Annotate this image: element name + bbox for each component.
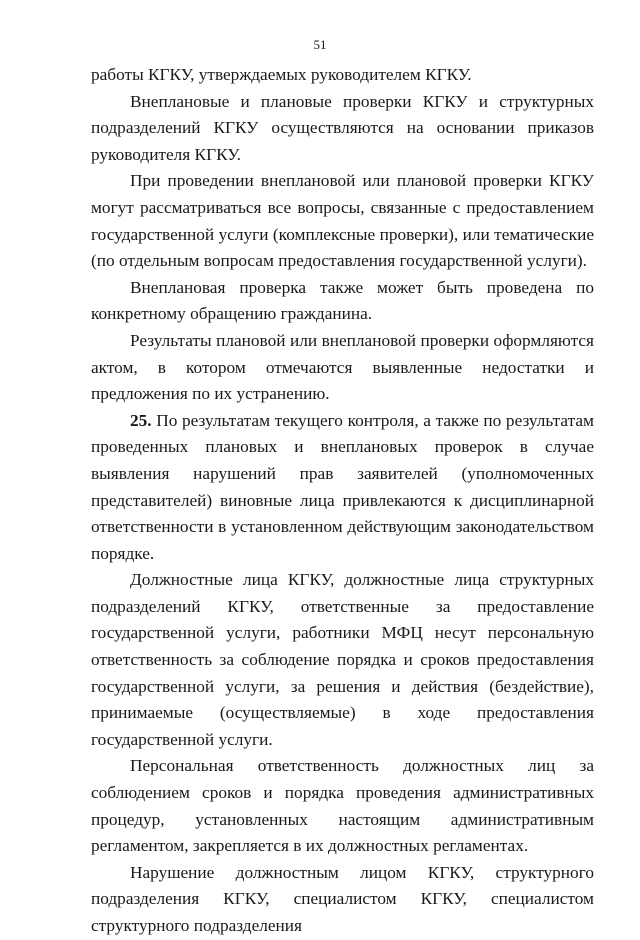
paragraph-personal-responsibility: Персональная ответственность должностных лиц за соблюдением сроков и порядка проведения административных процедур, установленных настоящим административным регламентом, закрепляется в их должностных регламентах. <box>91 756 594 856</box>
paragraph-continuation: работы КГКУ, утверждаемых руководителем КГКУ. <box>91 65 472 84</box>
paragraph-officials-responsibility: Должностные лица КГКУ, должностные лица структурных подразделений КГКУ, ответственные за предоставление государственной услуги, работники МФЦ несут персональную ответственность за соблюдение порядка и сроков предоставления государственной услуги, за решения и действия (бездействие), принимаемые (осуществляемые) в ходе предоставления государственной услуги. <box>91 570 594 749</box>
paragraph-unscheduled-inspection: Внеплановая проверка также может быть проведена по конкретному обращению гражданина. <box>91 277 594 324</box>
paragraph-inspections: Внеплановые и плановые проверки КГКУ и структурных подразделений КГКУ осуществляются на основании приказов руководителя КГКУ. <box>91 91 594 164</box>
paragraph-violation: Нарушение должностным лицом КГКУ, структурного подразделения КГКУ, специалистом КГКУ, специалистом структурного подразделения <box>91 862 594 935</box>
paragraph-inspection-results: Результаты плановой или внеплановой проверки оформляются актом, в котором отмечаются выявленные недостатки и предложения по их устранению. <box>91 330 594 404</box>
paragraph-inspection-scope: При проведении внеплановой или плановой проверки КГКУ могут рассматриваться все вопросы, связанные с предоставлением государственной услуги (комплексные проверки), или тематические (по отдельным вопросам предоставления государственной услуги). <box>91 171 594 271</box>
page-number: 51 <box>313 37 327 52</box>
paragraph-item-25 <box>91 408 594 568</box>
document-body <box>91 62 594 940</box>
item-number: 25. <box>130 410 152 430</box>
item-25-text: По результатам текущего контроля, а также по результатам проведенных плановых и внеплановых проверок в случае выявления нарушений прав заявителей (уполномоченных представителей) виновные лица привлекаются к дисциплинарной ответственности в установленном действующим законодательством порядке. <box>91 410 594 563</box>
